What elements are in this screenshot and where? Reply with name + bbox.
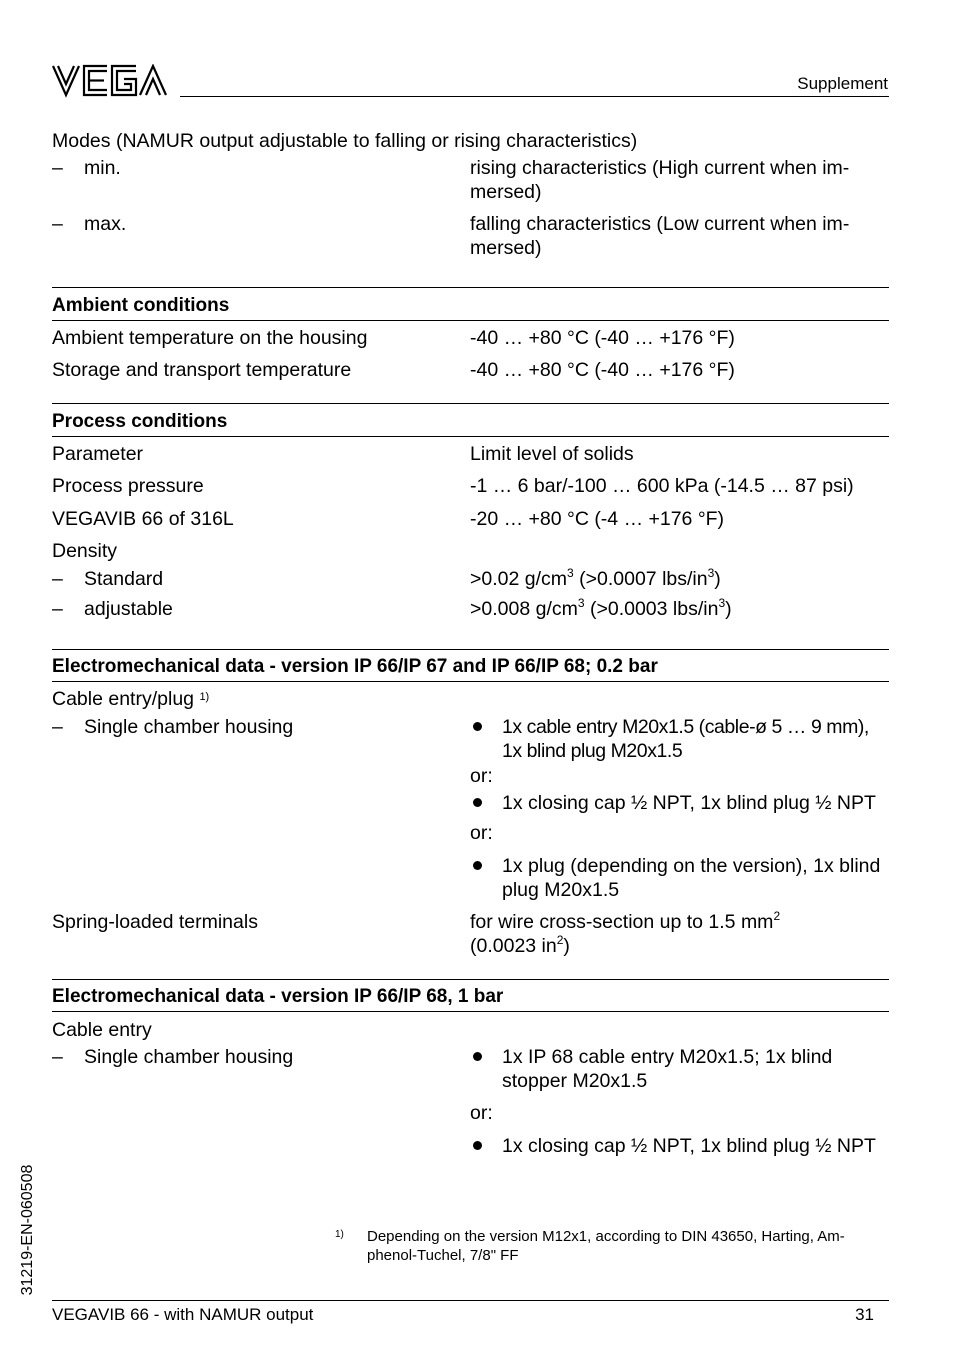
footnote-text: Depending on the version M12x1, according to DIN 43650, Harting, Amphenol-Tuchel, 7/8" FF	[367, 1228, 845, 1264]
or-label: or:	[470, 1102, 493, 1124]
process-row-value: -20 … +80 °C (-4 … +176 °F)	[470, 508, 725, 530]
or-label: or:	[470, 765, 493, 787]
electro2-housing-label: Single chamber housing	[84, 1046, 294, 1068]
electro2-option: 1x closing cap ½ NPT, 1x blind plug ½ NPT	[502, 1135, 876, 1157]
bullet-icon	[473, 1141, 482, 1150]
or-label: or:	[470, 822, 493, 844]
terminals-label: Spring-loaded terminals	[52, 911, 258, 933]
dash: –	[52, 568, 63, 590]
bullet-icon	[473, 1052, 482, 1061]
modes-title: Modes (NAMUR output adjustable to falling or rising characteristics)	[52, 130, 638, 152]
ambient-row-label: Storage and transport temperature	[52, 359, 352, 381]
electro2-option: 1x IP 68 cable entry M20x1.5; 1x blind stopper M20x1.5	[502, 1046, 833, 1092]
modes-max-value: falling characteristics (Low current when immersed)	[470, 213, 850, 259]
modes-min-label: min.	[84, 157, 121, 179]
density-adjustable-value: >0.008 $g/cm^3$ (>0.0003 lbs/$in^3$)	[470, 596, 732, 620]
footnote-ref: 1)	[199, 691, 210, 703]
process-row-label: Process pressure	[52, 475, 204, 497]
section-rule	[52, 436, 889, 437]
electro2-heading: Electromechanical data - version IP 66/IP 68, 1 bar	[52, 986, 504, 1007]
electro2-cable-label: Cable entry	[52, 1019, 152, 1041]
process-row-label: VEGAVIB 66 of 316L	[52, 508, 234, 530]
ambient-row-value: -40 … +80 °C (-40 … +176 °F)	[470, 359, 735, 381]
density-standard-label: Standard	[84, 568, 164, 590]
header-rule	[180, 96, 889, 97]
document-code: 31219-EN-060508	[19, 1164, 36, 1296]
modes-max-label: max.	[84, 213, 127, 235]
terminals-value-cont: (0.0023 $in^2$)	[470, 933, 570, 957]
section-rule	[52, 403, 889, 404]
ambient-row-value: -40 … +80 °C (-40 … +176 °F)	[470, 327, 735, 349]
electro1-option: 1x cable entry M20x1.5 (cable-ø 5 … 9 mm), 1x blind plug M20x1.5	[502, 716, 869, 762]
section-rule	[52, 1011, 889, 1012]
process-row-label: Parameter	[52, 443, 144, 465]
section-rule	[52, 979, 889, 980]
bullet-icon	[473, 798, 482, 807]
dash: –	[52, 1046, 63, 1068]
section-rule	[52, 649, 889, 650]
ambient-heading: Ambient conditions	[52, 295, 230, 316]
vega-logo	[52, 64, 168, 98]
section-rule	[52, 287, 889, 288]
bullet-icon	[473, 861, 482, 870]
modes-min-value: rising characteristics (High current when immersed)	[470, 157, 850, 203]
header-section-label: Supplement	[797, 74, 888, 93]
section-rule	[52, 681, 889, 682]
footnote-marker: 1)	[335, 1229, 344, 1240]
electro1-cable-label: Cable entry/plug $^{1)}$	[52, 688, 210, 710]
electro1-option: 1x plug (depending on the version), 1x blind plug M20x1.5	[502, 855, 881, 901]
bullet-icon	[473, 722, 482, 731]
density-label: Density	[52, 540, 118, 562]
electro1-heading: Electromechanical data - version IP 66/IP 67 and IP 66/IP 68; 0.2 bar	[52, 656, 658, 677]
dash: –	[52, 716, 63, 738]
process-heading: Process conditions	[52, 411, 228, 432]
section-rule	[52, 320, 889, 321]
dash: –	[52, 213, 63, 235]
dash: –	[52, 598, 63, 620]
page-number: 31	[855, 1305, 874, 1324]
electro1-option: 1x closing cap ½ NPT, 1x blind plug ½ NPT	[502, 792, 876, 814]
process-row-value: Limit level of solids	[470, 443, 634, 465]
density-standard-value: >0.02 $g/cm^3$ (>0.0007 lbs/$in^3$)	[470, 566, 721, 590]
process-row-value: -1 … 6 bar/-100 … 600 kPa (-14.5 … 87 psi)	[470, 475, 854, 497]
terminals-value: for wire cross-section up to 1.5 $mm^2$	[470, 909, 781, 933]
footer-doc-title: VEGAVIB 66 - with NAMUR output	[52, 1305, 314, 1324]
dash: –	[52, 157, 63, 179]
footer-rule	[52, 1300, 889, 1301]
ambient-row-label: Ambient temperature on the housing	[52, 327, 368, 349]
density-adjustable-label: adjustable	[84, 598, 173, 620]
electro1-housing-label: Single chamber housing	[84, 716, 294, 738]
